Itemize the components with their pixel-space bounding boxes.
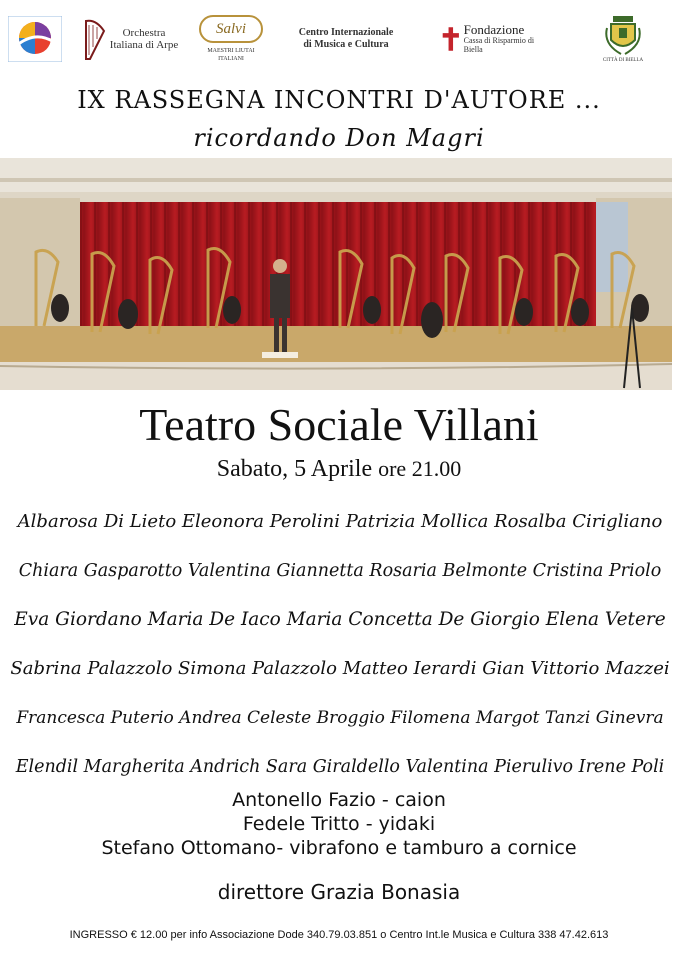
musicians-list bbox=[10, 500, 670, 794]
fondazione-logo bbox=[440, 8, 546, 70]
event-day: Sabato, 5 Aprile bbox=[216, 456, 373, 482]
performer-line: Stefano Ottomano- vibrafono e tamburo a cornice bbox=[101, 837, 577, 859]
harp-icon bbox=[82, 17, 108, 61]
salvi-brand: Salvi bbox=[199, 15, 263, 43]
cross-logo-icon bbox=[440, 24, 462, 54]
orchestra-name: Orchestra Italiana di Arpe bbox=[109, 27, 179, 51]
ticket-info: INGRESSO € 12.00 per info Associazione Dode 340.79.03.851 o Centro Int.le Musica e Cultura 338 47.42.613 bbox=[69, 929, 609, 941]
orchestra-logo bbox=[82, 8, 182, 70]
musicians-line: Francesca Puterio Andrea Celeste Broggio Filomena Margot Tanzi Ginevra bbox=[16, 708, 664, 728]
conductor: direttore Grazia Bonasia bbox=[217, 880, 461, 904]
association-logo bbox=[8, 8, 62, 70]
harp-orchestra-image bbox=[0, 158, 672, 390]
musicians-line: Elendil Margherita Andrich Sara Giraldello Valentina Pierulivo Irene Poli bbox=[15, 757, 665, 777]
musicians-line: Eva Giordano Maria De Iaco Maria Concetta De Giorgio Elena Vetere bbox=[14, 609, 666, 630]
venue-title: Teatro Sociale Villani bbox=[139, 399, 539, 450]
performer-line: Antonello Fazio - caion bbox=[232, 789, 446, 811]
salvi-subtitle: MAESTRI LIUTAI ITALIANI bbox=[207, 48, 255, 62]
rainbow-logo-icon bbox=[8, 16, 62, 62]
musicians-line: Albarosa Di Lieto Eleonora Perolini Patrizia Mollica Rosalba Cirigliano bbox=[17, 511, 663, 532]
performer-line: Fedele Tritto - yidaki bbox=[242, 813, 436, 835]
guest-performers bbox=[0, 788, 678, 860]
festival-title: IX RASSEGNA INCONTRI D'AUTORE ... bbox=[77, 86, 601, 114]
event-time: ore 21.00 bbox=[378, 456, 462, 481]
centro-name: Centro Internazionale di Musica e Cultura bbox=[298, 27, 394, 50]
fondazione-name: Fondazione bbox=[463, 22, 525, 37]
salvi-logo bbox=[196, 8, 266, 70]
orchestra-photo bbox=[0, 158, 672, 390]
city-name: CITTÀ DI BIELLA bbox=[602, 58, 644, 63]
event-date bbox=[0, 456, 678, 483]
musicians-line: Sabrina Palazzolo Simona Palazzolo Matteo Ierardi Gian Vittorio Mazzei bbox=[10, 658, 670, 679]
sponsor-logos bbox=[0, 8, 678, 70]
fondazione-subtitle: Cassa di Risparmio di Biella bbox=[463, 36, 535, 54]
festival-subtitle: ricordando Don Magri bbox=[193, 124, 485, 152]
musicians-line: Chiara Gasparotto Valentina Giannetta Rosaria Belmonte Cristina Priolo bbox=[18, 561, 662, 581]
city-crest bbox=[596, 8, 650, 70]
crest-icon bbox=[603, 14, 643, 58]
centro-logo bbox=[298, 8, 394, 70]
